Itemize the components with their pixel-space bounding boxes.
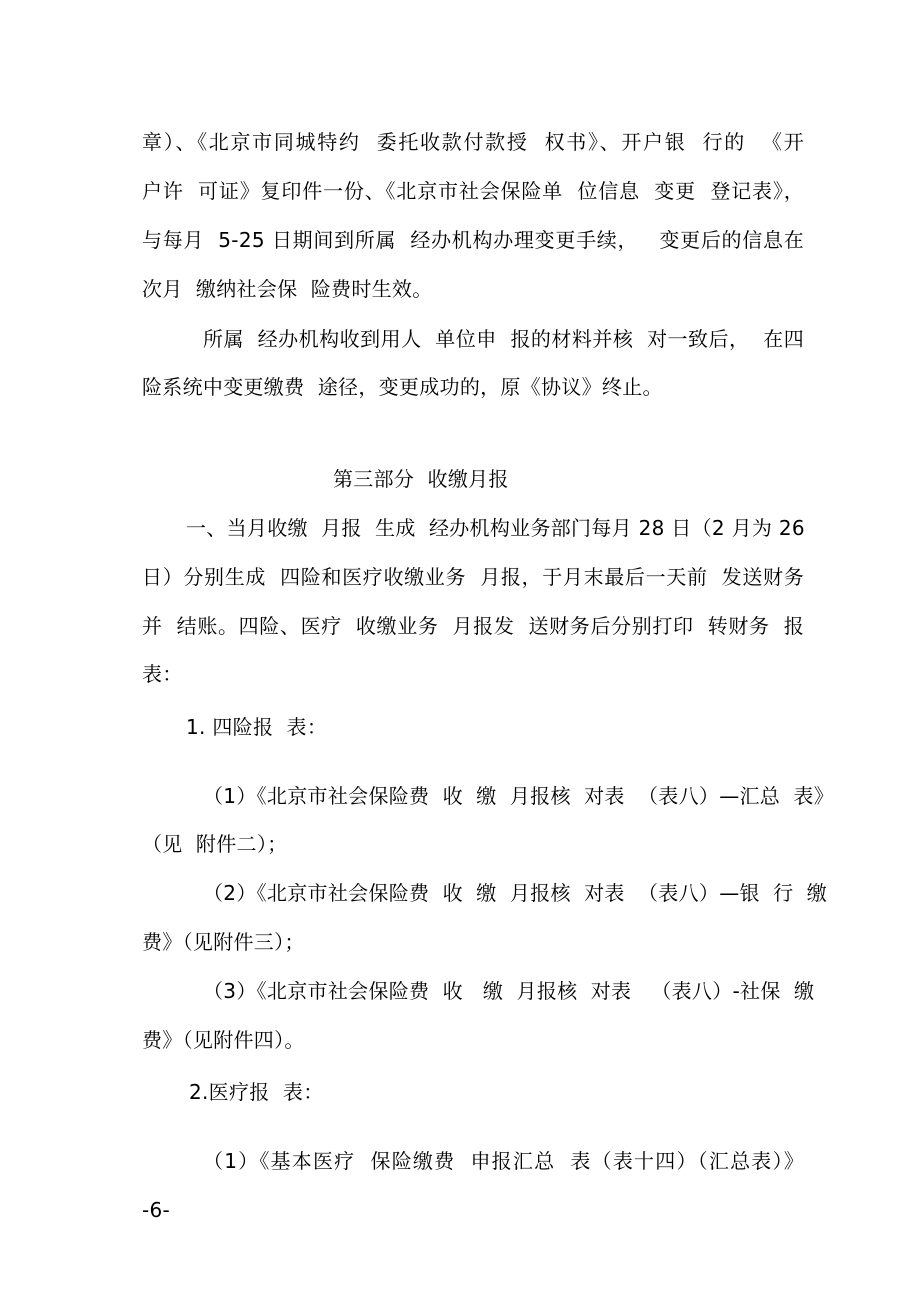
list-heading: 1. 四险报 表： (186, 715, 328, 739)
paragraph-line: 表： (142, 662, 183, 686)
paragraph-line: 日）分别生成 四险和医疗收缴业务 月报，于月末最后一天前 发送财务 (142, 565, 804, 589)
paragraph-line: 险系统中变更缴费 途径，变更成功的，原《协议》终止。 (142, 375, 663, 399)
list-item-continuation: 费》（见附件三）； (142, 930, 305, 954)
paragraph-line: 一、当月收缴 月报 生成 经办机构业务部门每月 28 日（2 月为 26 (186, 516, 805, 540)
paragraph-line: 次月 缴纳社会保 险费时生效。 (142, 277, 433, 301)
paragraph-line: 所属 经办机构收到用人 单位申 报的材料并核 对一致后， 在四 (203, 327, 804, 351)
list-item: （1）《基本医疗 保险缴费 申报汇总 表（表十四）（汇总表）》 (203, 1149, 804, 1173)
list-item: （2）《北京市社会保险费 收 缴 月报核 对表 （表八）—银 行 缴 (203, 881, 828, 905)
paragraph-line: 章）、《北京市同城特约 委托收款付款授 权书》、开户银 行的 《开 (142, 130, 804, 154)
paragraph-line: 户许 可证》复印件一份、《北京市社会保险单 位信息 变更 登记表》， (142, 179, 804, 203)
section-title: 第三部分 收缴月报 (333, 467, 509, 491)
list-item-continuation: 费》（见附件四）。 (142, 1028, 305, 1052)
list-heading: 2.医疗报 表： (189, 1080, 324, 1104)
paragraph-line: 并 结账。四险、医疗 收缴业务 月报发 送财务后分别打印 转财务 报 (142, 614, 804, 638)
list-item: （1）《北京市社会保险费 收 缴 月报核 对表 （表八）—汇总 表》 (203, 784, 835, 808)
list-item: （3）《北京市社会保险费 收 缴 月报核 对表 （表八）-社保 缴 (203, 979, 815, 1003)
list-item-continuation: （见 附件二）； (142, 832, 288, 856)
paragraph-line: 与每月 5-25 日期间到所属 经办机构办理变更手续， 变更后的信息在 (142, 228, 804, 252)
page-number: -6- (142, 1198, 171, 1222)
